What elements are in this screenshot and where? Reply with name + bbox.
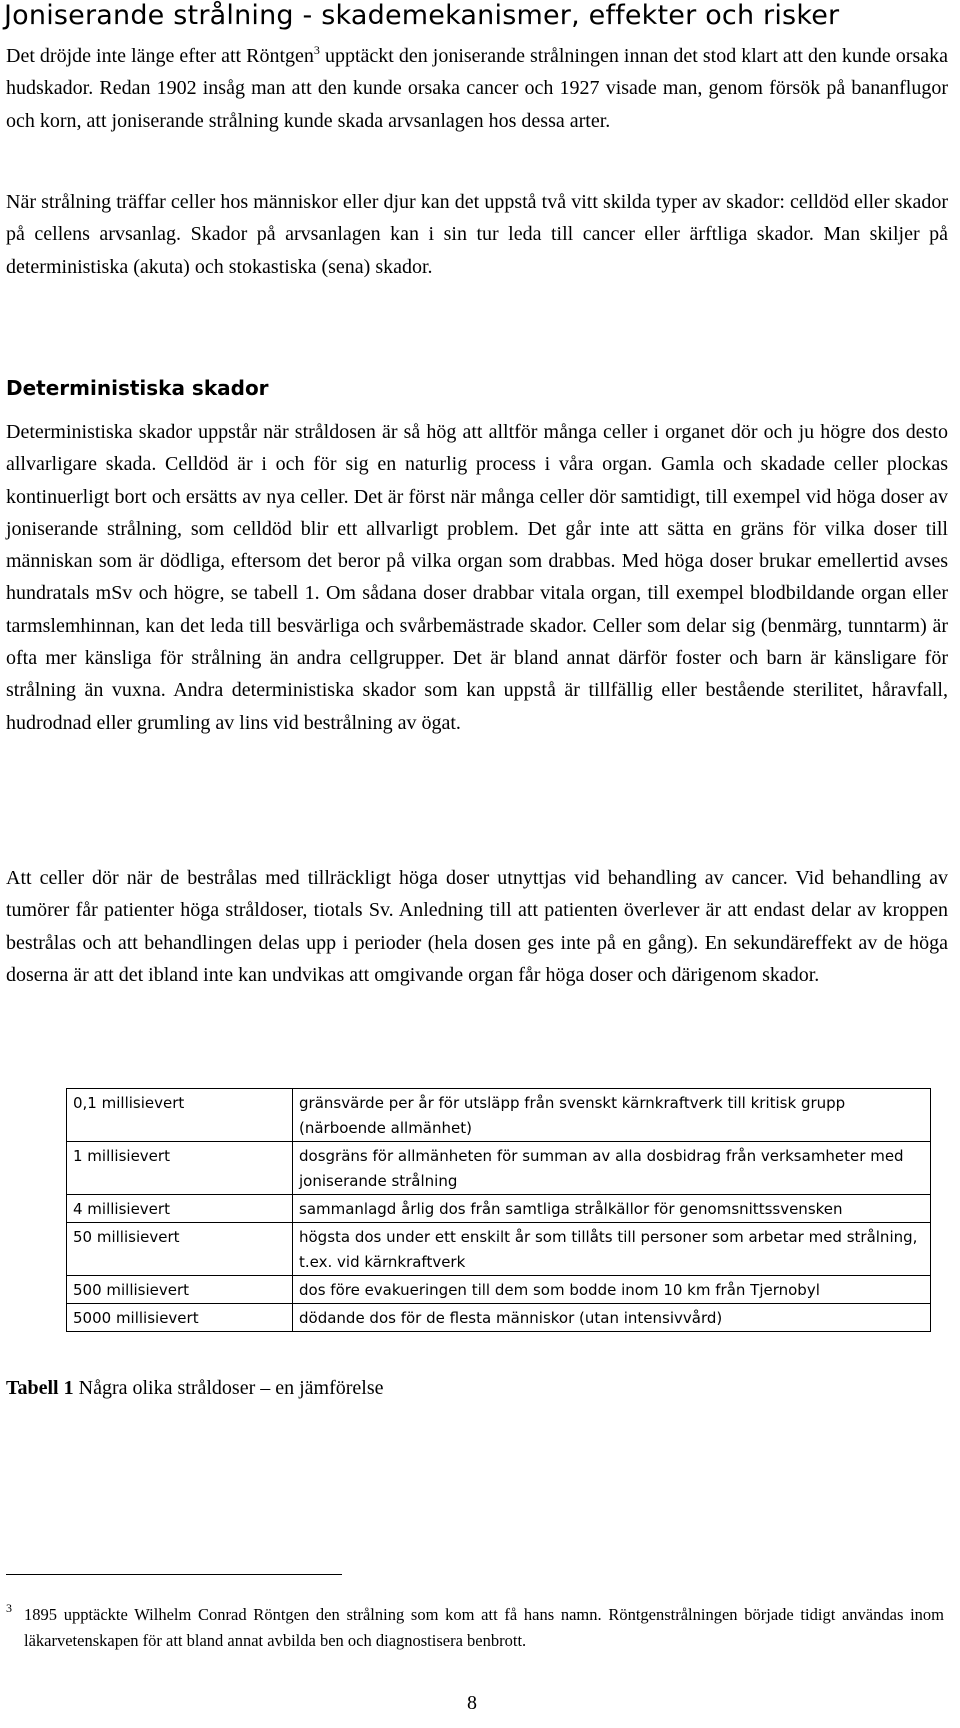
description-cell: gränsvärde per år för utsläpp från svenskt kärnkraftverk till kritisk grupp (närboende allmänhet) <box>293 1089 931 1142</box>
description-cell: dödande dos för de flesta människor (utan intensivvård) <box>293 1304 931 1332</box>
description-cell: dos före evakueringen till dem som bodde inom 10 km från Tjernobyl <box>293 1276 931 1304</box>
description-cell: dosgräns för allmänheten för summan av alla dosbidrag från verksamheter med joniserande strålning <box>293 1142 931 1195</box>
caption-label: Tabell 1 <box>6 1377 74 1399</box>
dose-cell: 500 millisievert <box>67 1276 293 1304</box>
footnote-divider <box>6 1574 342 1575</box>
table-row <box>67 1089 931 1142</box>
page-title: Joniserande strålning - skademekanismer, effekter och risker <box>4 0 840 31</box>
table-row <box>67 1223 931 1276</box>
table-row <box>67 1304 931 1332</box>
dose-cell: 0,1 millisievert <box>67 1089 293 1142</box>
footnote-text: 1895 upptäckte Wilhelm Conrad Röntgen den strålning som kom att få hans namn. Röntgenstrålningen började tidigt användas inom läkarvetenskapen för att bland annat avbilda ben och diagnostisera benbrott. <box>24 1605 944 1650</box>
footnote-marker: 3 <box>6 1601 12 1615</box>
table-row <box>67 1276 931 1304</box>
dose-cell: 4 millisievert <box>67 1195 293 1223</box>
table-caption <box>6 1377 384 1400</box>
dose-cell: 5000 millisievert <box>67 1304 293 1332</box>
intro-text-start: Det dröjde inte länge efter att Röntgen <box>6 45 314 67</box>
section-paragraph-1: Deterministiska skador uppstår när stråldosen är så hög att alltför många celler i organet dör och ju högre dos desto allvarligare skada. Celldöd är i och för sig en naturlig process i våra organ. Gamla och skadade celler plockas kontinuerligt bort och ersätts av nya celler. Det är först när många celler dör samtidigt, till exempel vid höga doser av joniserande strålning, som celldöd blir ett allvarligt problem. Det går inte att sätta en gräns för vilka doser till människan som är dödliga, eftersom det beror på vilka organ som drabbas. Med höga doser brukar emellertid avses hundratals mSv och högre, se tabell 1. Om sådana doser drabbar vitala organ, till exempel blodbildande organ eller tarmslemhinnan, kan det leda till besvärliga och svårbemästrade skador. Celler som delar sig (benmärg, tunntarm) är ofta mer känsliga för strålning än andra cellgrupper. Det är bland annat därför foster och barn är känsligare för strålning än vuxna. Andra deterministiska skador som kan uppstå är tillfällig eller bestående sterilitet, håravfall, hudrodnad eller grumling av lins vid bestrålning av ögat. <box>6 421 948 734</box>
dose-cell: 50 millisievert <box>67 1223 293 1276</box>
page-number: 8 <box>467 1692 477 1714</box>
section-heading: Deterministiska skador <box>6 376 269 400</box>
dose-comparison-table <box>66 1088 931 1332</box>
caption-text: Några olika stråldoser – en jämförelse <box>73 1377 384 1399</box>
table-row <box>67 1142 931 1195</box>
intro-paragraph-1 <box>6 40 948 137</box>
table-row <box>67 1195 931 1223</box>
intro-paragraph-2: När strålning träffar celler hos människor eller djur kan det uppstå två vitt skilda typer av skador: celldöd eller skador på cellens arvsanlag. Skador på arvsanlagen kan i sin tur leda till cancer eller ärftliga skador. Man skiljer på deterministiska (akuta) och stokastiska (sena) skador. <box>6 191 948 278</box>
intro-text-end: upptäckt den joniserande strålningen innan det stod klart att den kunde orsaka hudskador. Redan 1902 insåg man att den kunde orsaka cancer och 1927 visade man, genom försök på bananflugor och korn, att joniserande strålning kunde skada arvsanlagen hos dessa arter. <box>6 45 948 132</box>
footnote-reference: 3 <box>313 43 320 57</box>
description-cell: högsta dos under ett enskilt år som tillåts till personer som arbetar med strålning, t.ex. vid kärnkraftverk <box>293 1223 931 1276</box>
description-cell: sammanlagd årlig dos från samtliga strålkällor för genomsnittssvensken <box>293 1195 931 1223</box>
section-paragraph-2: Att celler dör när de bestrålas med tillräckligt höga doser utnyttjas vid behandling av cancer. Vid behandling av tumörer får patienter höga stråldoser, tiotals Sv. Anledning till att patienten överlever är att endast delar av kroppen bestrålas och att behandlingen delas upp i perioder (hela dosen ges inte på en gång). En sekundäreffekt av de höga doserna är att det ibland inte kan undvikas att omgivande organ får höga doser och därigenom skador. <box>6 867 948 986</box>
dose-cell: 1 millisievert <box>67 1142 293 1195</box>
